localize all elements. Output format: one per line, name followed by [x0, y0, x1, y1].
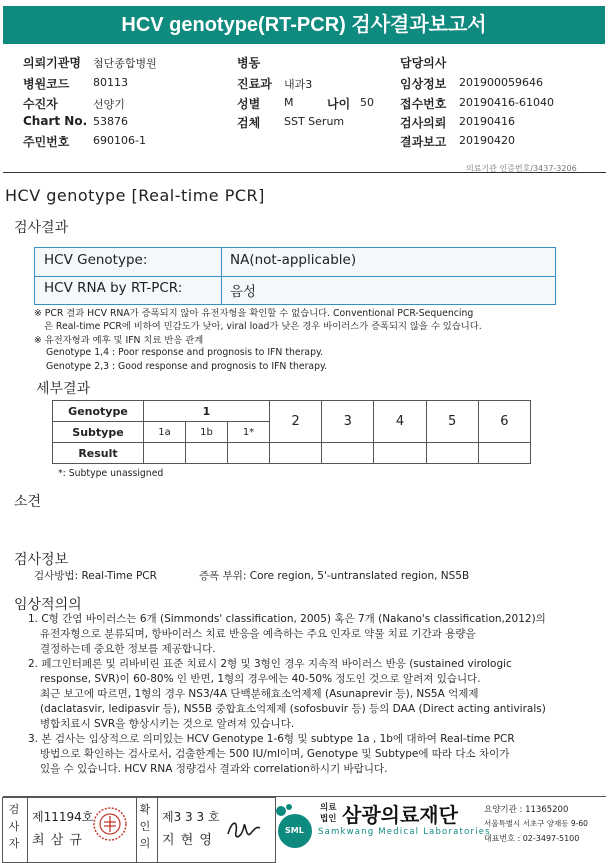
- genotype-label: HCV Genotype:: [44, 252, 148, 268]
- confirmer-name: 지 현 영: [162, 833, 213, 848]
- note-3: ※ 유전자형과 예후 및 IFN 치료 반응 관계: [34, 335, 204, 346]
- header-divider: [3, 172, 606, 173]
- cert-number: 의료기관 인증번호/3437-3206: [466, 164, 577, 173]
- method-text: 검사방법: Real-Time PCR: [34, 570, 157, 582]
- clinical-line: 유전자형으로 분류되며, 항바이러스 치료 반응을 예측하는 주요 인자로 약물 치료 기간과 용량을: [40, 628, 476, 640]
- genotype-value: NA(not-applicable): [230, 252, 357, 268]
- header-right-value: 20190416: [459, 115, 515, 128]
- specimen-label: 검체: [237, 116, 261, 130]
- note-2: 은 Real-time PCR에 비하여 민감도가 낮아, viral load가 낮은 경우 바이러스가 증폭되지 않을 수 있습니다.: [44, 321, 482, 332]
- opinion-section-title: 소견: [14, 494, 42, 510]
- result-cell: [322, 443, 374, 464]
- org-registration: 요양기관 : 11365200: [484, 805, 569, 815]
- header-right-value: 20190416-61040: [459, 96, 554, 109]
- detail-section-title: 세부결과: [36, 381, 91, 397]
- header-left-value: 선양기: [93, 98, 125, 111]
- confirmer-label: 확인의: [139, 803, 151, 850]
- genotype-header: Genotype: [53, 401, 144, 422]
- result-cell: [270, 443, 322, 464]
- header-right-label: 접수번호: [400, 97, 447, 111]
- header-left-label: 주민번호: [23, 135, 70, 149]
- header-left-label: 수진자: [23, 97, 58, 111]
- clinical-line: 방법으로 확인하는 검사로서, 검출한계는 500 IU/ml이며, Genotype 및 Subtype에 따라 다소 차이가: [40, 748, 510, 760]
- header-right-label: 결과보고: [400, 135, 447, 149]
- clinical-line: 있을 수 있습니다. HCV RNA 정량검사 결과와 correlation하시기 바랍니다.: [40, 763, 388, 775]
- sex-value: M: [284, 96, 294, 109]
- rna-value: 음성: [230, 284, 257, 300]
- genotype-2: 2: [270, 401, 322, 443]
- header-left-label: 의뢰기관명: [23, 56, 81, 70]
- region-text: 증폭 부위: Core region, 5'-untranslated region, NS5B: [199, 570, 470, 582]
- clinical-line: (daclatasvir, ledipasvir 등), NS5B 중합효소억제제 (sofosbuvir 등) 등의 DAA (Direct acting antivirals): [40, 703, 546, 715]
- inspector-name: 최 삼 규: [32, 833, 83, 848]
- header-left-value: 690106-1: [93, 134, 146, 147]
- org-address: 서울특별시 서초구 양재동 9-60: [484, 819, 588, 828]
- result-section-title: 검사결과: [14, 220, 69, 236]
- result-cell: [144, 443, 186, 464]
- clinical-line: 1. C형 간염 바이러스는 6개 (Simmonds' classification, 2005) 혹은 7개 (Nakano's classification,2012)의: [28, 613, 546, 625]
- subtype-1a: 1a: [144, 422, 186, 443]
- sml-badge: SML: [285, 826, 304, 835]
- header-left-value: 53876: [93, 115, 128, 128]
- clinical-line: response, SVR)이 60-80% 인 반면, 1형의 경우에는 40-50% 정도인 것으로 알려져 있습니다.: [40, 673, 481, 685]
- inspector-label: 검사자: [8, 803, 20, 850]
- clinical-line: 결정하는데 중요한 정보를 제공합니다.: [40, 643, 216, 655]
- report-title: HCV genotype(RT-PCR) 검사결과보고서: [3, 6, 605, 44]
- header-right-label: 담당의사: [400, 56, 447, 70]
- org-phone: 대표번호 : 02-3497-5100: [484, 834, 580, 843]
- clinical-line: 2. 페그인터페론 및 리바비린 표준 치료시 2형 및 3형인 경우 지속적 바이러스 반응 (sustained virologic: [28, 658, 512, 670]
- org-name: 삼광의료재단: [342, 803, 458, 827]
- genotype-6: 6: [478, 401, 530, 443]
- dept-label: 진료과: [237, 77, 272, 91]
- subtype-footnote: *: Subtype unassigned: [58, 468, 164, 479]
- genotype-4: 4: [374, 401, 426, 443]
- subtype-header: Subtype: [53, 422, 144, 443]
- subtype-1star: 1*: [228, 422, 270, 443]
- clinical-text: [28, 612, 546, 777]
- result-cell: [374, 443, 426, 464]
- result-cell: [478, 443, 530, 464]
- header-right-value: 201900059646: [459, 76, 543, 89]
- sex-label: 성별: [237, 97, 261, 111]
- confirmer-signature: [224, 814, 264, 844]
- confirmer-number: 제3 3 3 호: [162, 810, 220, 824]
- result-row-header: Result: [53, 443, 144, 464]
- note-4: Genotype 1,4 : Poor response and prognosis to IFN therapy.: [46, 347, 324, 358]
- genotype-1: 1: [144, 401, 270, 422]
- result-cell: [228, 443, 270, 464]
- header-left-value: 80113: [93, 76, 128, 89]
- header-right-label: 검사의뢰: [400, 116, 447, 130]
- age-label: 나이: [327, 97, 351, 111]
- clinical-line: 병합치료시 SVR을 향상시키는 것으로 알려져 있습니다.: [40, 718, 295, 730]
- clinical-line: 최근 보고에 따르면, 1형의 경우 NS3/4A 단백분해효소억제제 (Asunaprevir 등), NS5A 억제제: [40, 688, 479, 700]
- test-title: HCV genotype [Real-time PCR]: [5, 186, 265, 205]
- result-cell: [186, 443, 228, 464]
- clinical-section-title: 임상적의의: [14, 597, 82, 613]
- rna-label: HCV RNA by RT-PCR:: [44, 280, 183, 296]
- note-1: ※ PCR 결과 HCV RNA가 증폭되지 않아 유전자형을 확인할 수 없습니다. Conventional PCR-Sequencing: [34, 308, 474, 319]
- detail-table: [52, 400, 531, 464]
- inspector-number: 제11194호: [32, 810, 94, 824]
- genotype-5: 5: [426, 401, 478, 443]
- ward-label: 병동: [237, 56, 261, 70]
- dept-value: 내과3: [284, 78, 313, 91]
- header-right-value: 20190420: [459, 134, 515, 147]
- note-5: Genotype 2,3 : Good response and prognosis to IFN therapy.: [46, 361, 328, 372]
- header-right-label: 임상정보: [400, 77, 447, 91]
- header-left-label: 병원코드: [23, 77, 70, 91]
- header-left-label: Chart No.: [23, 114, 88, 128]
- org-prefix: 의료법인: [320, 803, 337, 824]
- result-cell: [426, 443, 478, 464]
- inspector-seal: [92, 806, 128, 842]
- subtype-1b: 1b: [186, 422, 228, 443]
- genotype-3: 3: [322, 401, 374, 443]
- clinical-line: 3. 본 검사는 임상적으로 의미있는 HCV Genotype 1-6형 및 subtype 1a , 1b에 대하여 Real-time PCR: [28, 733, 515, 745]
- specimen-value: SST Serum: [284, 115, 345, 128]
- header-left-value: 첨단종합병원: [93, 57, 157, 70]
- age-value: 50: [360, 96, 374, 109]
- org-english: Samkwang Medical Laboratories: [318, 827, 491, 837]
- info-section-title: 검사정보: [14, 552, 69, 568]
